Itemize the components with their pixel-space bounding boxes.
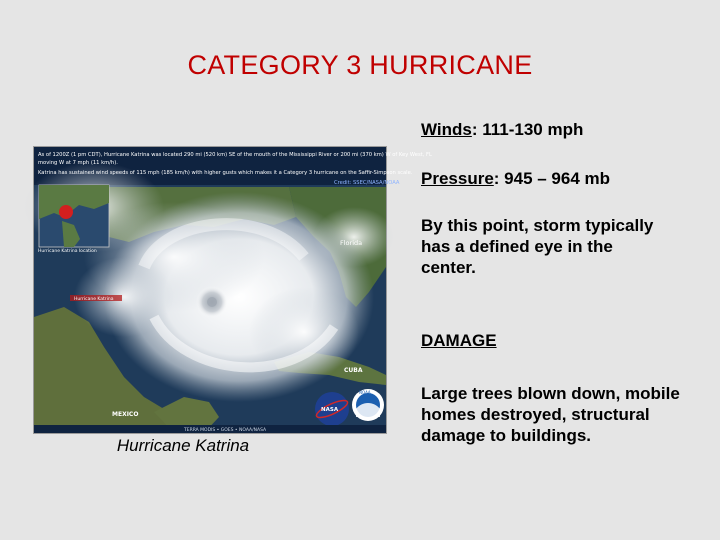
winds-value: : 111-130 mph: [471, 120, 584, 139]
winds-label: Winds: [421, 120, 472, 139]
label-cuba: CUBA: [344, 367, 363, 374]
image-caption: Hurricane Katrina: [116, 436, 250, 455]
pressure-line: [421, 168, 701, 189]
inset-label: Hurricane Katrina location: [38, 249, 97, 254]
nasa-logo-text: NASA: [321, 407, 339, 413]
pressure-value: : 945 – 964 mb: [493, 169, 611, 188]
noaa-logo-text: NOAA: [359, 390, 371, 395]
slide-title: CATEGORY 3 HURRICANE: [187, 50, 533, 80]
damage-heading: DAMAGE: [421, 331, 497, 350]
satellite-image: [33, 146, 432, 434]
overlay-text-line-1: As of 1200Z (1 pm CDT), Hurricane Katrina was located 290 mi (520 km) SE of the mouth of the Mississippi River or 200 mi (370 km) W of Key West, FL: [38, 152, 432, 158]
overlay-text-line-2: moving W at 7 mph (11 km/h).: [38, 160, 118, 166]
label-mexico: MEXICO: [112, 411, 139, 418]
storm-label: Hurricane Katrina: [74, 297, 114, 302]
overlay-text-line-3: Katrina has sustained wind speeds of 115 mph (185 km/h) with higher gusts which makes it a Category 3 hurricane on the Saffir-Simpson scale.: [38, 170, 413, 176]
label-florida: Florida: [340, 239, 363, 247]
image-credit: Credit: SSEC/NASA/NOAA: [334, 180, 400, 186]
winds-line: [421, 119, 701, 140]
pressure-label: Pressure: [421, 169, 494, 188]
footer-credit: TERRA MODIS • GOES • NOAA/NASA: [184, 428, 267, 433]
storm-location-marker: [59, 205, 73, 219]
damage-text: Large trees blown down, mobile homes destroyed, structural damage to buildings.: [421, 384, 680, 445]
eye-note: By this point, storm typically has a defined eye in the center.: [421, 216, 654, 277]
